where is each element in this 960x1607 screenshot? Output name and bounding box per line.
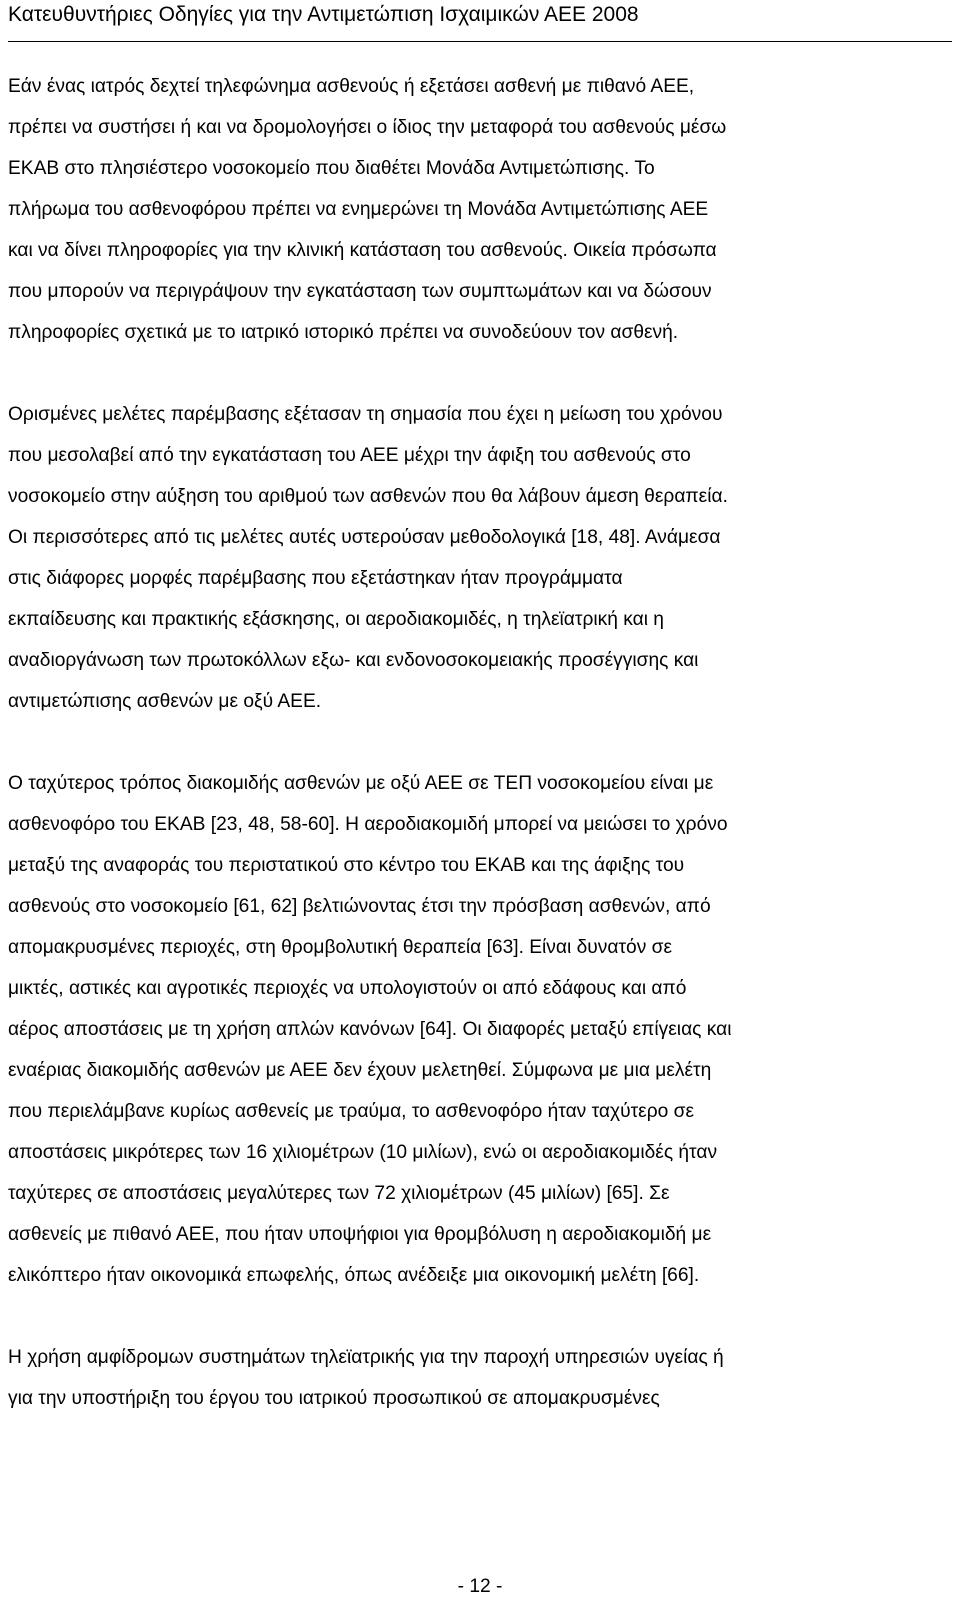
text-line: πλήρωμα του ασθενοφόρου πρέπει να ενημερώνει τη Μονάδα Αντιμετώπισης ΑΕΕ — [8, 199, 709, 220]
paragraph-transport-modes — [8, 763, 954, 1296]
text-line: ταχύτερες σε αποστάσεις μεγαλύτερες των 72 χιλιομέτρων (45 μιλίων) [65]. Σε — [8, 1183, 670, 1204]
text-line: εναέριας διακομιδής ασθενών με ΑΕΕ δεν έχουν μελετηθεί. Σύμφωνα με μια μελέτη — [8, 1060, 712, 1081]
text-line: για την υποστήριξη του έργου του ιατρικού προσωπικού σε απομακρυσμένες — [8, 1388, 660, 1409]
paragraph-spacer — [8, 722, 954, 763]
text-line: που μεσολαβεί από την εγκατάσταση του ΑΕΕ μέχρι την άφιξη του ασθενούς στο — [8, 445, 691, 466]
paragraph-spacer — [8, 353, 954, 394]
text-line: στις διάφορες μορφές παρέμβασης που εξετάστηκαν ήταν προγράμματα — [8, 568, 623, 589]
header-divider — [8, 41, 952, 42]
text-line: ασθενείς με πιθανό ΑΕΕ, που ήταν υποψήφιοι για θρομβόλυση η αεροδιακομιδή με — [8, 1224, 712, 1245]
text-line: νοσοκομείο στην αύξηση του αριθμού των ασθενών που θα λάβουν άμεση θεραπεία. — [8, 486, 728, 507]
text-line: πρέπει να συστήσει ή και να δρομολογήσει ο ίδιος την μεταφορά του ασθενούς μέσω — [8, 117, 727, 138]
paragraph-spacer — [8, 1296, 954, 1337]
text-line: ασθενοφόρο του ΕΚΑΒ [23, 48, 58-60]. Η αεροδιακομιδή μπορεί να μειώσει το χρόνο — [8, 814, 728, 835]
text-line: Η χρήση αμφίδρομων συστημάτων τηλεϊατρικής για την παροχή υπηρεσιών υγείας ή — [8, 1347, 724, 1368]
text-line: ΕΚΑΒ στο πλησιέστερο νοσοκομείο που διαθέτει Μονάδα Αντιμετώπισης. Το — [8, 158, 655, 179]
running-header: Κατευθυντήριες Οδηγίες για την Αντιμετώπιση Ισχαιμικών ΑΕΕ 2008 — [8, 3, 639, 26]
text-line: αποστάσεις μικρότερες των 16 χιλιομέτρων (10 μιλίων), ενώ οι αεροδιακομιδές ήταν — [8, 1142, 718, 1163]
text-line: που περιελάμβανε κυρίως ασθενείς με τραύμα, το ασθενοφόρο ήταν ταχύτερο σε — [8, 1101, 695, 1122]
text-line: ασθενούς στο νοσοκομείο [61, 62] βελτιώνοντας έτσι την πρόσβαση ασθενών, από — [8, 896, 711, 917]
text-line: Εάν ένας ιατρός δεχτεί τηλεφώνημα ασθενούς ή εξετάσει ασθενή με πιθανό ΑΕΕ, — [8, 76, 695, 97]
text-line: εκπαίδευσης και πρακτικής εξάσκησης, οι αεροδιακομιδές, η τηλεϊατρική και η — [8, 609, 664, 630]
text-line: Ο ταχύτερος τρόπος διακομιδής ασθενών με οξύ ΑΕΕ σε ΤΕΠ νοσοκομείου είναι με — [8, 773, 714, 794]
text-line: μικτές, αστικές και αγροτικές περιοχές να υπολογιστούν οι από εδάφους και από — [8, 978, 687, 999]
text-line: Ορισμένες μελέτες παρέμβασης εξέτασαν τη σημασία που έχει η μείωση του χρόνου — [8, 404, 723, 425]
text-line: μεταξύ της αναφοράς του περιστατικού στο κέντρο του ΕΚΑΒ και της άφιξης του — [8, 855, 685, 876]
text-line: αέρος αποστάσεις με τη χρήση απλών κανόνων [64]. Οι διαφορές μεταξύ επίγειας και — [8, 1019, 732, 1040]
text-line: ελικόπτερο ήταν οικονομικά επωφελής, όπως ανέδειξε μια οικονομική μελέτη [66]. — [8, 1265, 700, 1286]
text-line: πληροφορίες σχετικά με το ιατρικό ιστορικό πρέπει να συνοδεύουν τον ασθενή. — [8, 322, 679, 343]
text-line: αναδιοργάνωση των πρωτοκόλλων εξω- και ενδονοσοκομειακής προσέγγισης και — [8, 650, 699, 671]
text-line: και να δίνει πληροφορίες για την κλινική κατάσταση του ασθενούς. Οικεία πρόσωπα — [8, 240, 717, 261]
paragraph-emergency-transport — [8, 66, 954, 353]
text-line: που μπορούν να περιγράψουν την εγκατάσταση των συμπτωμάτων και να δώσουν — [8, 281, 712, 302]
text-line: Οι περισσότερες από τις μελέτες αυτές υστερούσαν μεθοδολογικά [18, 48]. Ανάμεσα — [8, 527, 721, 548]
paragraph-telemedicine — [8, 1337, 954, 1419]
text-line: αντιμετώπισης ασθενών με οξύ ΑΕΕ. — [8, 691, 322, 712]
text-line: απομακρυσμένες περιοχές, στη θρομβολυτική θεραπεία [63]. Είναι δυνατόν σε — [8, 937, 673, 958]
page-number: - 12 - — [457, 1576, 503, 1597]
document-body — [8, 66, 954, 1419]
paragraph-intervention-studies — [8, 394, 954, 722]
